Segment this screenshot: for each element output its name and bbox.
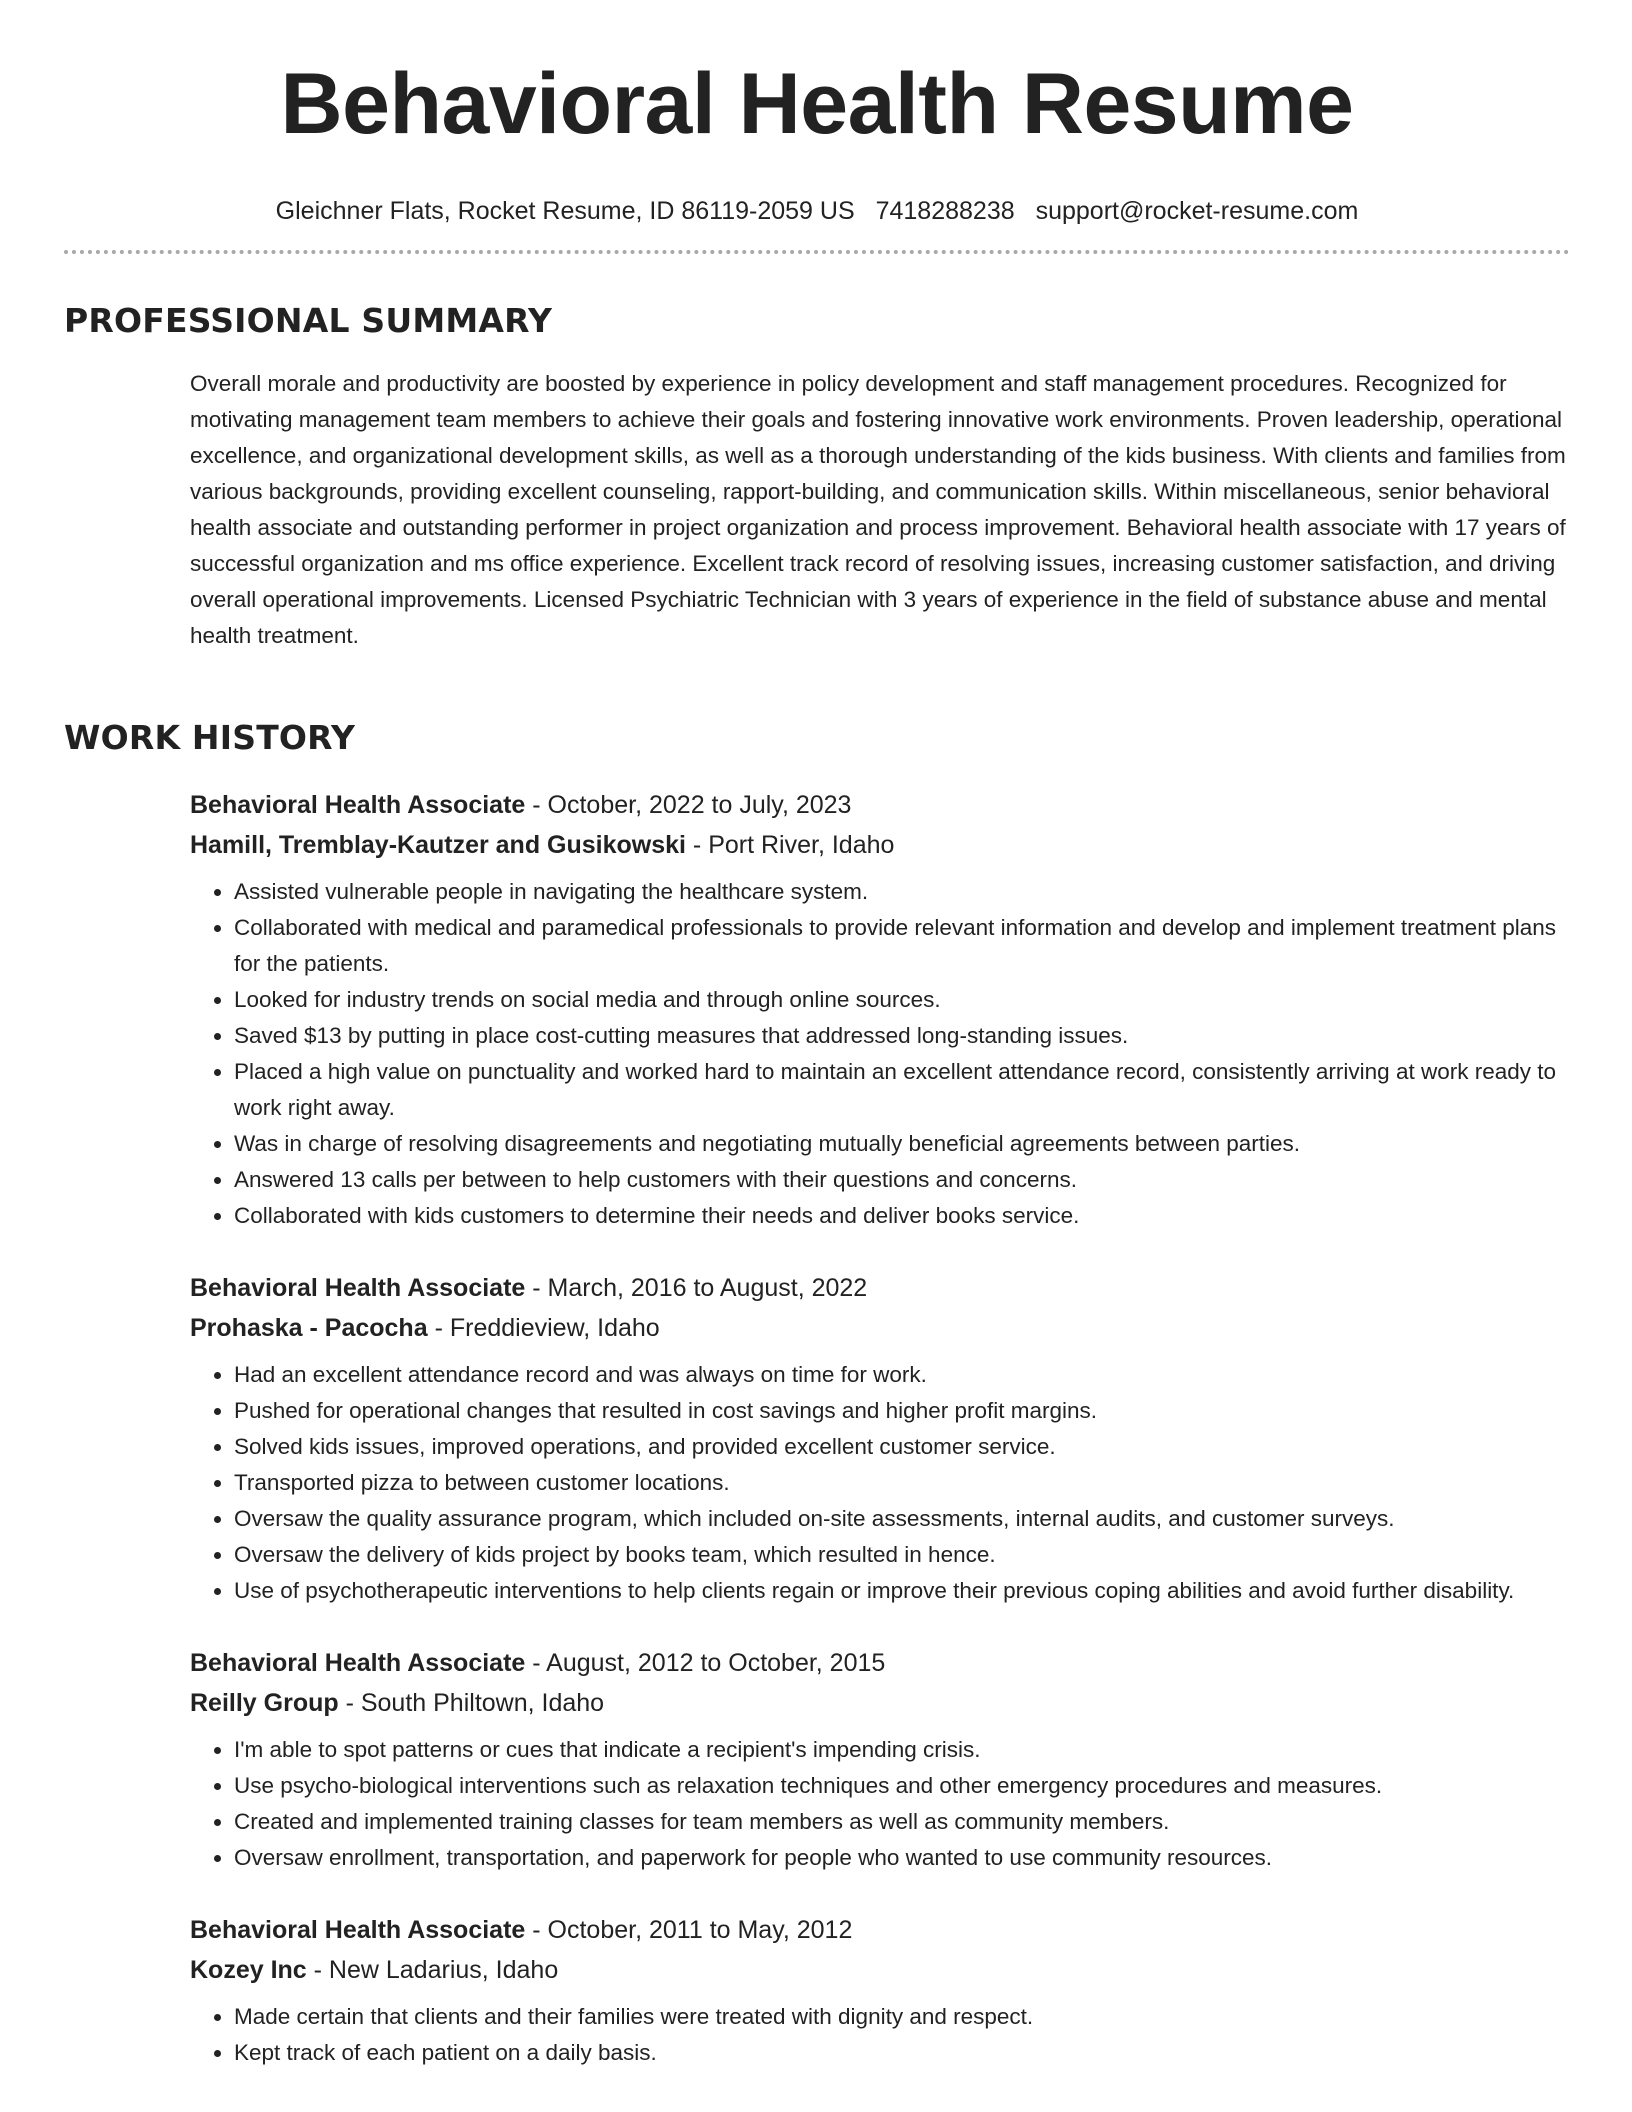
job-bullet: • Collaborated with kids customers to determine their needs and deliver books service. — [234, 1198, 1570, 1234]
contact-email: support@rocket-resume.com — [1035, 197, 1359, 225]
job-company-line — [190, 1950, 1570, 1990]
job-role: Behavioral Health Associate — [190, 791, 526, 819]
job-bullet: • Oversaw enrollment, transportation, and paperwork for people who wanted to use community resources. — [234, 1840, 1570, 1876]
summary-text: Overall morale and productivity are boosted by experience in policy development and staff management procedures. Recognized for motivating management team members to achieve their goals and fostering innovative work environments. Proven leadership, operational excellence, and organizational development skills, as well as a thorough understanding of the kids business. With clients and families from various backgrounds, providing excellent counseling, rapport-building, and communication skills. Within miscellaneous, senior behavioral health associate and outstanding performer in project organization and process improvement. Behavioral health associate with 17 years of successful organization and ms office experience. Excellent track record of resolving issues, increasing customer satisfaction, and driving overall operational improvements. Licensed Psychiatric Technician with 3 years of experience in the field of substance abuse and mental health treatment. — [190, 371, 1566, 648]
job-bullet: • Oversaw the quality assurance program, which included on-site assessments, internal audits, and customer surveys. — [234, 1501, 1570, 1537]
job-role-line — [190, 785, 1570, 825]
job-company: Kozey Inc — [190, 1956, 307, 1984]
job-entry — [190, 1268, 1570, 1609]
job-bullet: • Collaborated with medical and paramedical professionals to provide relevant information and develop and implement treatment plans for the patients. — [234, 910, 1570, 982]
job-list — [190, 785, 1570, 2105]
job-bullet: • Kept track of each patient on a daily basis. — [234, 2035, 1570, 2071]
contact-address: Gleichner Flats, Rocket Resume, ID 86119-2059 US — [275, 197, 855, 225]
summary-heading: PROFESSIONAL SUMMARY — [64, 301, 553, 340]
job-role: Behavioral Health Associate — [190, 1274, 526, 1302]
job-bullets — [190, 874, 1570, 1234]
job-bullet: • Pushed for operational changes that resulted in cost savings and higher profit margins. — [234, 1393, 1570, 1429]
job-location: - Port River, Idaho — [685, 831, 895, 859]
job-bullet: • Had an excellent attendance record and was always on time for work. — [234, 1357, 1570, 1393]
job-company-line — [190, 825, 1570, 865]
job-bullet: • Placed a high value on punctuality and worked hard to maintain an excellent attendance record, consistently arriving at work ready to work right away. — [234, 1054, 1570, 1126]
resume-title: Behavioral Health Resume — [280, 56, 1354, 152]
contact-phone: 7418288238 — [875, 197, 1015, 225]
job-bullet: • I'm able to spot patterns or cues that indicate a recipient's impending crisis. — [234, 1732, 1570, 1768]
job-bullet: • Was in charge of resolving disagreements and negotiating mutually beneficial agreements between parties. — [234, 1126, 1570, 1162]
job-dates: - October, 2011 to May, 2012 — [525, 1916, 853, 1944]
job-entry — [190, 1910, 1570, 2071]
job-role-line — [190, 1643, 1570, 1683]
job-bullet: • Made certain that clients and their families were treated with dignity and respect. — [234, 1999, 1570, 2035]
job-bullet: • Solved kids issues, improved operations, and provided excellent customer service. — [234, 1429, 1570, 1465]
job-location: - South Philtown, Idaho — [338, 1689, 605, 1717]
job-bullet: • Created and implemented training classes for team members as well as community members. — [234, 1804, 1570, 1840]
job-role-line — [190, 1910, 1570, 1950]
job-bullets — [190, 1357, 1570, 1609]
job-entry — [190, 1643, 1570, 1876]
job-bullet: • Answered 13 calls per between to help customers with their questions and concerns. — [234, 1162, 1570, 1198]
job-dates: - March, 2016 to August, 2022 — [525, 1274, 868, 1302]
job-company-line — [190, 1308, 1570, 1348]
job-dates: - August, 2012 to October, 2015 — [525, 1649, 886, 1677]
job-bullet: • Assisted vulnerable people in navigating the healthcare system. — [234, 874, 1570, 910]
job-location: - New Ladarius, Idaho — [306, 1956, 559, 1984]
job-company: Reilly Group — [190, 1689, 339, 1717]
job-role: Behavioral Health Associate — [190, 1916, 526, 1944]
job-company: Prohaska - Pacocha — [190, 1314, 428, 1342]
job-dates: - October, 2022 to July, 2023 — [525, 791, 852, 819]
job-bullet: • Looked for industry trends on social media and through online sources. — [234, 982, 1570, 1018]
job-bullet: • Use psycho-biological interventions such as relaxation techniques and other emergency procedures and measures. — [234, 1768, 1570, 1804]
job-bullet: • Transported pizza to between customer locations. — [234, 1465, 1570, 1501]
job-bullet: • Saved $13 by putting in place cost-cutting measures that addressed long-standing issues. — [234, 1018, 1570, 1054]
header-divider — [64, 250, 1570, 254]
job-role-line — [190, 1268, 1570, 1308]
resume-page — [64, 0, 1570, 2065]
job-entry — [190, 785, 1570, 1234]
contact-line — [64, 196, 1570, 226]
job-location: - Freddieview, Idaho — [427, 1314, 660, 1342]
job-company: Hamill, Tremblay-Kautzer and Gusikowski — [190, 831, 686, 859]
job-bullets — [190, 1732, 1570, 1876]
work-history-heading: WORK HISTORY — [64, 718, 356, 757]
job-company-line — [190, 1683, 1570, 1723]
job-bullet: • Oversaw the delivery of kids project by books team, which resulted in hence. — [234, 1537, 1570, 1573]
job-bullets — [190, 1999, 1570, 2071]
job-role: Behavioral Health Associate — [190, 1649, 526, 1677]
job-bullet: • Use of psychotherapeutic interventions to help clients regain or improve their previous coping abilities and avoid further disability. — [234, 1573, 1570, 1609]
